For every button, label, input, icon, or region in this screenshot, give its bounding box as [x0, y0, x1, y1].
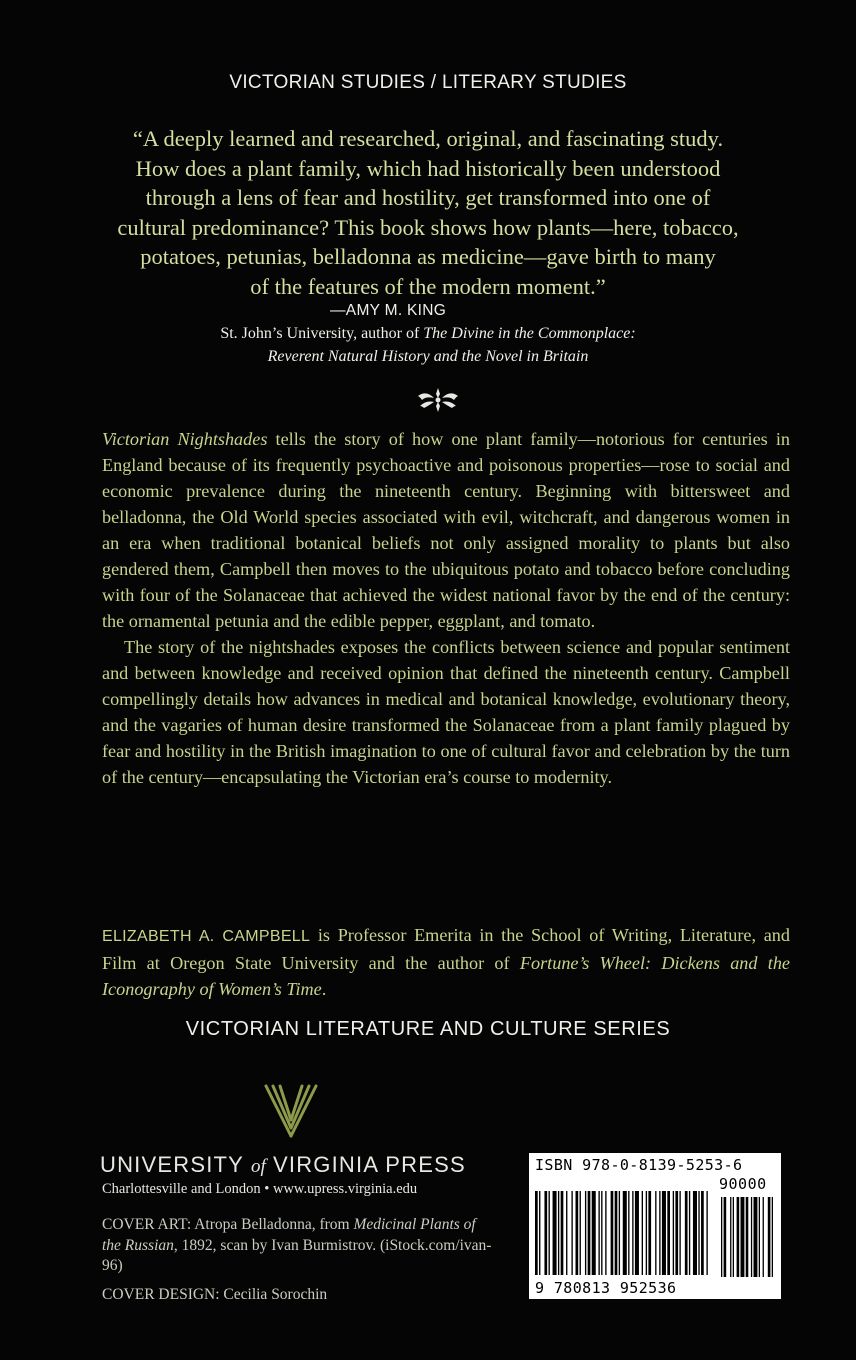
barcode-bar: [698, 1191, 699, 1275]
description-text: tells the story of how one plant family—notorious for centuries in England because of its frequently psychoactive and poisonous properties—rose to social and economic prevalence during the nineteenth century. Beginning with bittersweet and belladonna, the Old World species associated with evil, witchcraft, and dangerous women in an era when traditional botanical beliefs not only assigned morality to plants but also gendered them, Campbell then moves to the ubiquitous potato and tobacco before concluding with four of the Solanaceae that achieved the widest national favor by the end of the century: the ornamental petunia and the edible pepper, eggplant, and tomato.: [102, 429, 790, 631]
addon-bar: [721, 1197, 722, 1277]
publisher-name-part2: VIRGINIA PRESS: [265, 1152, 466, 1177]
barcode-bar: [623, 1191, 627, 1275]
isbn-barcode: [529, 1153, 781, 1299]
barcode-bar: [662, 1191, 666, 1275]
barcode-bar: [539, 1191, 540, 1275]
author-book-title: Fortune’s Wheel: Dickens and the Iconography of Women’s Time: [102, 953, 791, 999]
barcode-bar: [585, 1191, 586, 1275]
addon-bar: [768, 1197, 771, 1277]
barcode-bar: [605, 1191, 606, 1275]
bio-text: is Professor Emerita in the School of Writing, Literature, and Film at Oregon State University and the author of: [102, 925, 790, 973]
barcode-bar: [689, 1191, 690, 1275]
description-paragraph: The story of the nightshades exposes the conflicts between science and popular sentiment and between knowledge and received opinion that defined the nineteenth century. Campbell compellingly details how advances in medical and botanical knowledge, evolutionary theory, and the vagaries of human desire transformed the Solanaceae from a plant family plagued by fear and hostility in the British imagination to one of cultural favor and celebration by the turn of the century—encapsulating the Victorian era’s course to modernity.: [102, 637, 790, 787]
barcode-bar: [659, 1191, 660, 1275]
series-title: VICTORIAN LITERATURE AND CULTURE SERIES: [185, 1018, 671, 1040]
barcode-bar: [601, 1191, 602, 1275]
bio-end: .: [321, 979, 327, 999]
author-name: ELIZABETH A. CAMPBELL: [102, 928, 311, 945]
author-bio: [102, 922, 790, 1002]
barcode-bar: [679, 1191, 680, 1275]
addon-bar: [763, 1197, 764, 1277]
addon-bar: [730, 1197, 731, 1277]
barcode-bar: [576, 1191, 579, 1275]
barcode-bar: [673, 1191, 674, 1275]
addon-bar: [741, 1197, 745, 1277]
barcode-bar: [544, 1191, 547, 1275]
cover-credits: [102, 1215, 492, 1305]
endorser-affiliation: [0, 322, 856, 368]
addon-bar: [751, 1197, 752, 1277]
publisher-location: Charlottesville and London • www.upress.virginia.edu: [102, 1181, 418, 1197]
barcode-bar: [706, 1191, 707, 1275]
quote-line: through a lens of fear and hostility, get transformed into one of: [145, 185, 711, 210]
addon-bar: [746, 1197, 749, 1277]
endorsement-quote: [110, 124, 746, 301]
publisher-name: [100, 1152, 466, 1178]
barcode-bar: [642, 1191, 643, 1275]
book-description: [102, 426, 790, 790]
barcode-bar: [592, 1191, 596, 1275]
barcode-bar: [619, 1191, 620, 1275]
barcode-bar: [635, 1191, 639, 1275]
barcode-bar: [561, 1191, 564, 1275]
quote-line: How does a plant family, which had historically been understood: [135, 155, 721, 181]
bio-paragraph: [102, 922, 790, 1002]
addon-bar: [759, 1197, 760, 1277]
barcode-bars-icon: [535, 1175, 775, 1279]
barcode-bar: [675, 1191, 678, 1275]
barcode-bar: [553, 1191, 557, 1275]
barcode-bar: [685, 1191, 688, 1275]
addon-bar: [754, 1197, 758, 1277]
barcode-bar: [615, 1191, 618, 1275]
floral-ornament-icon: [414, 386, 462, 414]
description-paragraph: [102, 426, 790, 634]
barcode-bar: [571, 1191, 572, 1275]
publisher-name-part1: UNIVERSITY: [100, 1152, 251, 1177]
quote-line: of the features of the modern moment.”: [250, 273, 606, 299]
quote-line: potatoes, petunias, belladonna as medicine—gave birth to many: [140, 244, 716, 269]
barcode-bar: [611, 1191, 614, 1275]
affiliation-book-title: The Divine in the Commonplace:: [423, 325, 636, 342]
affiliation-book-subtitle: Reverent Natural History and the Novel in Britain: [267, 348, 589, 365]
subject-category: VICTORIAN STUDIES / LITERARY STUDIES: [229, 72, 627, 93]
barcode-bar: [628, 1191, 629, 1275]
barcode-bar: [580, 1191, 581, 1275]
cover-art-title: Medicinal Plants of the Russian: [102, 1216, 476, 1254]
price-code: 90000: [719, 1175, 767, 1193]
book-title: Victorian Nightshades: [102, 429, 268, 449]
quote-line: “A deeply learned and researched, original, and fascinating study.: [132, 126, 724, 151]
endorsement-attribution: [0, 300, 856, 368]
barcode-bar: [632, 1191, 633, 1275]
barcode-bar: [549, 1191, 550, 1275]
barcode-bar: [566, 1191, 567, 1275]
addon-bar: [772, 1197, 773, 1277]
barcode-bar: [701, 1191, 704, 1275]
ean-digits: 9 780813 952536: [535, 1279, 677, 1297]
barcode-bar: [655, 1191, 656, 1275]
barcode-bar: [667, 1191, 670, 1275]
barcode-bar: [646, 1191, 647, 1275]
press-logo-icon: [262, 1082, 320, 1140]
cover-art-text: Atropa Belladonna, from: [194, 1216, 354, 1233]
addon-bar: [737, 1197, 740, 1277]
endorser-name: —AMY M. KING: [330, 302, 447, 319]
barcode-bar: [588, 1191, 591, 1275]
affiliation-prefix: St. John’s University, author of: [220, 325, 424, 342]
cover-art-credit: [102, 1215, 492, 1277]
barcode-bar: [535, 1191, 538, 1275]
addon-bar: [733, 1197, 734, 1277]
barcode-bar: [558, 1191, 559, 1275]
addon-bar: [724, 1197, 727, 1277]
isbn-label: ISBN 978-0-8139-5253-6: [535, 1156, 743, 1174]
cover-design-credit: COVER DESIGN: Cecilia Sorochin: [102, 1285, 328, 1303]
barcode-bar: [648, 1191, 651, 1275]
barcode-bar: [598, 1191, 599, 1275]
barcode-bar: [693, 1191, 697, 1275]
quote-line: cultural predominance? This book shows how plants—here, tobacco,: [117, 214, 739, 240]
publisher-name-of: of: [250, 1156, 266, 1177]
cover-art-rest: , 1892, scan by Ivan Burmistrov. (iStock.com/ivan-96): [102, 1236, 492, 1274]
cover-art-label: COVER ART:: [102, 1216, 195, 1233]
